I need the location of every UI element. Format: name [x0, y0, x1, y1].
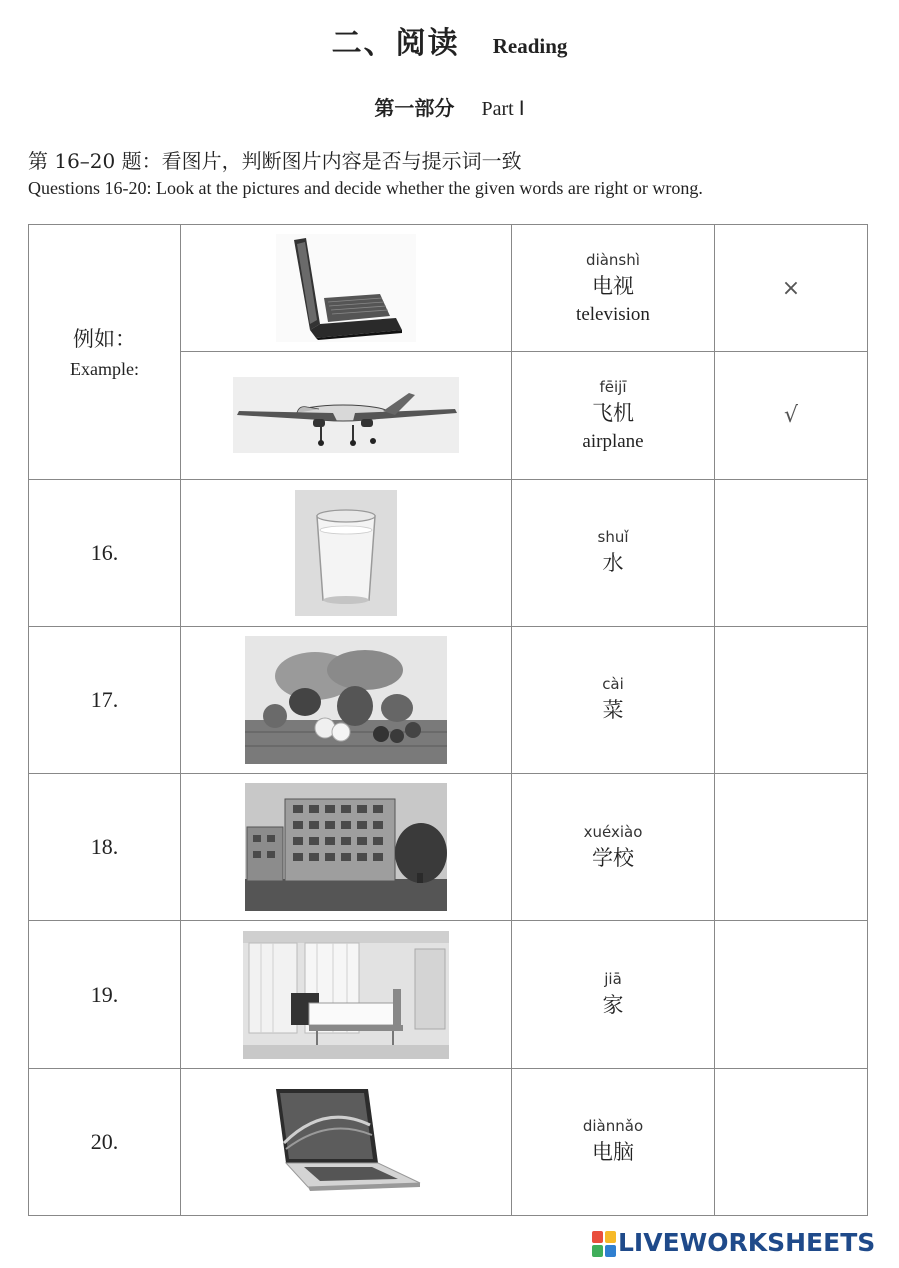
question-number: 17.	[90, 686, 119, 712]
question-row-18	[29, 774, 868, 921]
pinyin: diànnǎo	[582, 1117, 644, 1136]
question-row-20	[29, 1068, 868, 1215]
example-answer-cell-1	[715, 225, 868, 352]
section-title	[0, 18, 899, 62]
hanzi: 家	[602, 993, 624, 1018]
question-word-cell	[512, 921, 715, 1068]
question-word-cell	[512, 1068, 715, 1215]
hanzi: 飞机	[592, 400, 634, 425]
pinyin: diànshì	[586, 250, 640, 269]
example-word-cell-1	[512, 225, 715, 352]
wrong-mark: ×	[781, 275, 801, 301]
question-word-cell	[512, 774, 715, 921]
pinyin: fēijī	[599, 377, 627, 396]
laptop-picture	[276, 234, 416, 342]
example-picture-cell-1	[181, 225, 512, 352]
laptop-picture	[268, 1083, 424, 1201]
part-heading-zh: 第一部分	[374, 96, 455, 120]
liveworksheets-brand: LIVEWORKSHEETS	[618, 1228, 876, 1257]
question-number-cell	[29, 774, 181, 921]
hanzi: 电脑	[592, 1140, 634, 1165]
example-word-cell-2	[512, 352, 715, 479]
question-picture-cell	[181, 774, 512, 921]
instruction-zh: 第 16–20 题：看图片，判断图片内容是否与提示词一致	[28, 149, 522, 173]
example-label-en: Example:	[70, 359, 139, 380]
pinyin: xuéxiào	[583, 822, 643, 841]
answer-cell-19[interactable]	[715, 921, 868, 1068]
question-number-cell	[29, 1068, 181, 1215]
answer-cell-18[interactable]	[715, 774, 868, 921]
question-picture-cell	[181, 479, 512, 626]
question-picture-cell	[181, 626, 512, 773]
question-word-cell	[512, 626, 715, 773]
pinyin: shuǐ	[597, 528, 629, 547]
question-row-19	[29, 921, 868, 1068]
vegetables-picture	[245, 636, 447, 764]
building-picture	[245, 783, 447, 911]
question-number: 19.	[90, 981, 119, 1007]
question-row-16	[29, 479, 868, 626]
question-row-17	[29, 626, 868, 773]
airplane-picture	[233, 377, 459, 453]
liveworksheets-logo	[592, 1228, 892, 1260]
question-number: 16.	[90, 539, 119, 565]
glass-of-milk-picture	[295, 490, 397, 616]
answer-cell-20[interactable]	[715, 1068, 868, 1215]
answer-cell-16[interactable]	[715, 479, 868, 626]
pinyin: cài	[602, 675, 624, 694]
english-word: airplane	[582, 430, 644, 452]
part-heading-en: Part Ⅰ	[481, 98, 525, 120]
hospital-room-picture	[243, 931, 449, 1059]
hanzi: 学校	[592, 845, 634, 870]
example-answer-cell-2	[715, 352, 868, 479]
example-label-zh: 例如：	[73, 327, 136, 352]
example-row-1	[29, 225, 868, 352]
hanzi: 电视	[592, 273, 634, 298]
question-number-cell	[29, 479, 181, 626]
check-mark: √	[783, 402, 799, 428]
section-title-zh: 二、阅读	[331, 26, 460, 61]
english-word: television	[576, 303, 650, 325]
question-picture-cell	[181, 921, 512, 1068]
hanzi: 水	[602, 551, 624, 576]
example-label-cell	[29, 225, 181, 480]
question-number-cell	[29, 921, 181, 1068]
question-number-cell	[29, 626, 181, 773]
hanzi: 菜	[602, 698, 624, 723]
example-picture-cell-2	[181, 352, 512, 479]
question-word-cell	[512, 479, 715, 626]
question-number: 20.	[90, 1128, 119, 1154]
liveworksheets-logo-icon	[592, 1231, 616, 1257]
section-title-en: Reading	[492, 34, 568, 58]
question-number: 18.	[90, 834, 119, 860]
worksheet-table	[28, 224, 868, 1216]
instruction-en: Questions 16-20: Look at the pictures and decide whether the given words are right or wrong.	[28, 178, 703, 198]
question-picture-cell	[181, 1068, 512, 1215]
answer-cell-17[interactable]	[715, 626, 868, 773]
pinyin: jiā	[604, 970, 622, 989]
part-heading	[0, 92, 899, 121]
